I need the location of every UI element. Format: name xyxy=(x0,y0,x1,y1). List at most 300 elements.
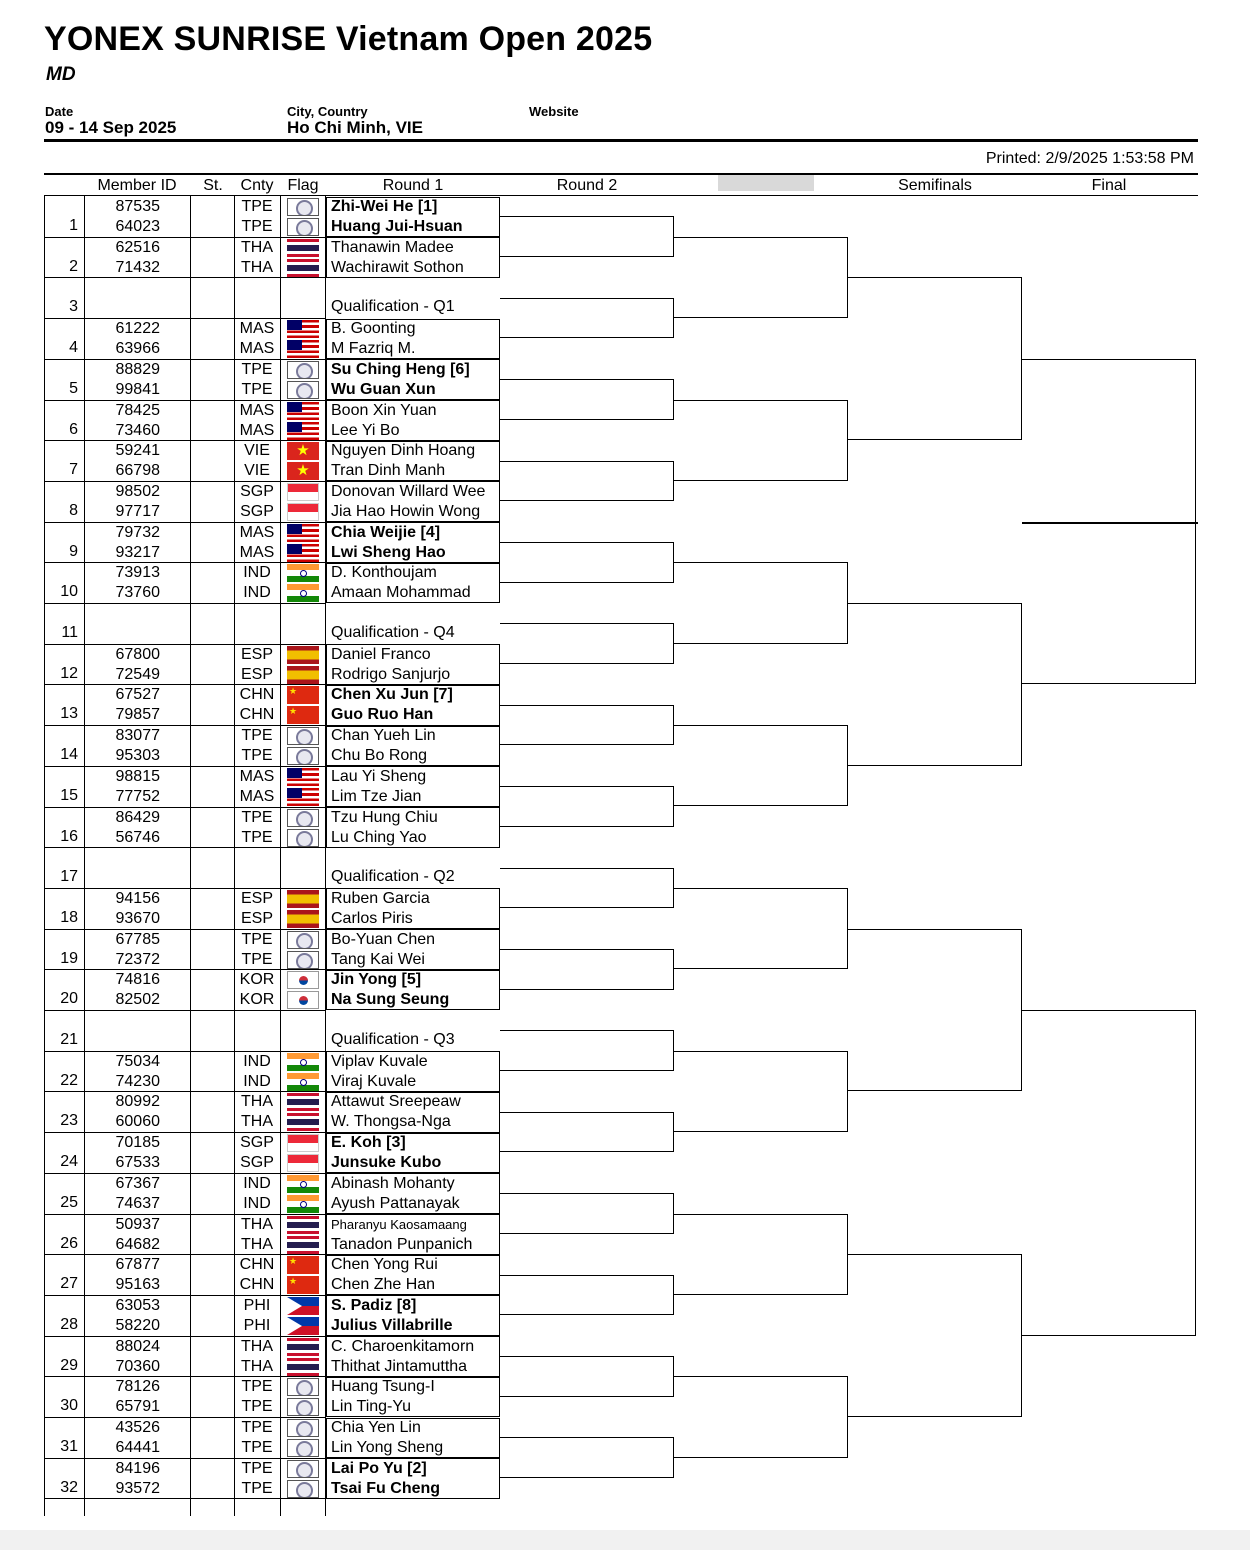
member-id: 93670 xyxy=(115,909,160,927)
bracket-connector xyxy=(500,949,674,990)
member-id: 98502 xyxy=(115,482,160,500)
member-id: 84196 xyxy=(115,1459,160,1477)
draw-position: 29 xyxy=(60,1356,78,1374)
member-id: 64441 xyxy=(115,1439,160,1456)
country-code: IND xyxy=(243,1052,271,1070)
country-code: ESP xyxy=(240,645,273,663)
country-code: ESP xyxy=(240,665,273,683)
flag-sgp-icon xyxy=(287,503,319,521)
player-name: Junsuke Kubo xyxy=(331,1154,442,1172)
flag-ind-icon xyxy=(287,584,319,602)
member-id: 71432 xyxy=(115,258,160,276)
flag-mas-icon xyxy=(287,768,319,786)
draw-position: 16 xyxy=(60,827,78,845)
flag-tha-icon xyxy=(287,1113,319,1131)
flag-sgp-icon xyxy=(287,1134,319,1152)
bracket-connector xyxy=(500,461,674,502)
draw-position: 32 xyxy=(60,1478,78,1496)
flag-ind-icon xyxy=(287,1175,319,1193)
draw-position: 10 xyxy=(60,583,78,601)
country-code: TPE xyxy=(241,828,273,846)
country-code: TPE xyxy=(241,360,273,378)
bracket-connector xyxy=(500,542,674,583)
member-id: 79732 xyxy=(115,523,160,541)
player-name: D. Konthoujam xyxy=(331,564,437,582)
player-name: Tran Dinh Manh xyxy=(331,462,446,480)
player-name: Tsai Fu Cheng xyxy=(331,1479,441,1497)
flag-phi-icon xyxy=(287,1317,319,1335)
country-code: TPE xyxy=(241,1439,273,1456)
flag-ind-icon xyxy=(287,1073,319,1091)
draw-position: 23 xyxy=(60,1112,78,1130)
draw-position: 3 xyxy=(69,298,78,316)
draw-position: 30 xyxy=(60,1397,78,1415)
player-name: Thanawin Madee xyxy=(331,238,454,256)
bracket-connector xyxy=(500,868,674,909)
member-id: 67533 xyxy=(115,1154,160,1172)
member-id: 67367 xyxy=(115,1174,160,1192)
country-code: MAS xyxy=(239,340,275,358)
bracket-connector xyxy=(500,1356,674,1397)
bracket-connector xyxy=(1022,1010,1196,1336)
country-code: TPE xyxy=(241,930,273,948)
bracket-connector xyxy=(500,1030,674,1071)
flag-tpe-icon xyxy=(287,381,319,399)
flag-chn-icon: ★ xyxy=(287,686,319,704)
draw-position: 1 xyxy=(69,217,78,234)
country-code: PHI xyxy=(243,1296,271,1314)
bracket-connector xyxy=(848,929,1022,1092)
player-name: Lee Yi Bo xyxy=(331,421,400,439)
flag-vie-icon: ★ xyxy=(287,442,319,460)
country-code: VIE xyxy=(244,442,270,460)
flag-tpe-icon xyxy=(287,1460,319,1478)
flag-tpe-icon xyxy=(287,198,319,216)
table-column-line xyxy=(190,196,191,1516)
player-name: Jia Hao Howin Wong xyxy=(331,502,481,520)
player-name: Wachirawit Sothon xyxy=(331,258,464,276)
flag-mas-icon xyxy=(287,402,319,420)
country-code: THA xyxy=(241,1235,273,1253)
tournament-title: YONEX SUNRISE Vietnam Open 2025 xyxy=(44,20,653,58)
player-name: Chen Zhe Han xyxy=(331,1276,436,1294)
player-name: Julius Villabrille xyxy=(331,1316,453,1334)
player-name: Thithat Jintamuttha xyxy=(331,1357,468,1375)
flag-tpe-icon xyxy=(287,1439,319,1457)
country-code: THA xyxy=(241,238,273,256)
member-id: 78126 xyxy=(115,1378,160,1396)
member-id: 63966 xyxy=(115,340,160,358)
redacted-column-header xyxy=(718,175,814,191)
player-name: Nguyen Dinh Hoang xyxy=(331,442,476,460)
player-name: Lin Ting-Yu xyxy=(331,1398,412,1416)
draw-position: 27 xyxy=(60,1275,78,1293)
flag-tpe-icon xyxy=(287,829,319,847)
player-name: Chen Xu Jun [7] xyxy=(331,686,453,704)
member-id: 88024 xyxy=(115,1337,160,1355)
bracket-connector xyxy=(674,237,848,318)
flag-tpe-icon xyxy=(287,747,319,765)
player-name: S. Padiz [8] xyxy=(331,1296,417,1314)
country-code: SGP xyxy=(240,1154,274,1172)
player-name: Huang Tsung-I xyxy=(331,1378,435,1396)
member-id: 98815 xyxy=(115,767,160,785)
member-id: 80992 xyxy=(115,1093,160,1111)
member-id: 74816 xyxy=(115,971,160,989)
flag-tpe-icon xyxy=(287,809,319,827)
columns-top-rule xyxy=(44,173,1198,175)
draw-position: 28 xyxy=(60,1315,78,1333)
col-round1: Round 1 xyxy=(382,177,444,194)
draw-position: 20 xyxy=(60,990,78,1008)
country-code: TPE xyxy=(241,218,273,235)
member-id: 59241 xyxy=(115,442,160,460)
player-name: Boon Xin Yuan xyxy=(331,401,437,419)
player-name: M Fazriq M. xyxy=(331,340,416,358)
flag-tha-icon xyxy=(287,1358,319,1376)
player-name: Wu Guan Xun xyxy=(331,380,436,398)
member-id: 74230 xyxy=(115,1072,160,1090)
country-code: TPE xyxy=(241,1398,273,1416)
bracket-connector xyxy=(674,1376,848,1457)
bracket-connector xyxy=(500,1437,674,1478)
country-code: TPE xyxy=(241,1479,273,1497)
printed-timestamp: Printed: 2/9/2025 1:53:58 PM xyxy=(985,150,1194,167)
col-member-id: Member ID xyxy=(97,177,177,194)
member-id: 43526 xyxy=(115,1419,160,1436)
country-code: ESP xyxy=(240,889,273,907)
draw-position: 6 xyxy=(69,420,78,438)
draw-position: 25 xyxy=(60,1193,78,1211)
member-id: 63053 xyxy=(115,1296,160,1314)
bracket-connector xyxy=(674,562,848,643)
flag-sgp-icon xyxy=(287,1154,319,1172)
country-code: ESP xyxy=(240,909,273,927)
member-id: 86429 xyxy=(115,808,160,826)
country-code: IND xyxy=(243,564,271,582)
country-code: TPE xyxy=(241,1419,273,1436)
player-name: Lin Yong Sheng xyxy=(331,1439,444,1456)
draw-position: 21 xyxy=(60,1031,78,1048)
flag-tpe-icon xyxy=(287,1378,319,1396)
flag-tpe-icon xyxy=(287,361,319,379)
country-code: TPE xyxy=(241,727,273,745)
flag-tpe-icon xyxy=(287,1480,319,1498)
country-code: THA xyxy=(241,1093,273,1111)
member-id: 73760 xyxy=(115,584,160,602)
draw-position: 24 xyxy=(60,1153,78,1171)
draw-position: 4 xyxy=(69,339,78,357)
columns-bottom-rule xyxy=(44,195,1198,196)
flag-tpe-icon xyxy=(287,951,319,969)
flag-phi-icon xyxy=(287,1297,319,1315)
flag-esp-icon xyxy=(287,666,319,684)
country-code: SGP xyxy=(240,482,274,500)
flag-ind-icon xyxy=(287,1053,319,1071)
flag-tpe-icon xyxy=(287,1398,319,1416)
country-code: MAS xyxy=(239,421,275,439)
player-name: Pharanyu Kaosamaang xyxy=(331,1216,467,1232)
flag-sgp-icon xyxy=(287,483,319,501)
draw-position: 15 xyxy=(60,786,78,804)
qualifier-slot: Qualification - Q2 xyxy=(331,868,455,886)
draw-position: 5 xyxy=(69,379,78,397)
draw-position: 7 xyxy=(69,461,78,479)
draw-position: 26 xyxy=(60,1234,78,1252)
flag-ind-icon xyxy=(287,564,319,582)
member-id: 67800 xyxy=(115,645,160,663)
member-id: 97717 xyxy=(115,502,160,520)
member-id: 79857 xyxy=(115,706,160,724)
member-id: 87535 xyxy=(115,198,160,215)
member-id: 65791 xyxy=(115,1398,160,1416)
final-line xyxy=(1022,522,1198,524)
member-id: 60060 xyxy=(115,1113,160,1131)
member-id: 93572 xyxy=(115,1479,160,1497)
member-id: 95303 xyxy=(115,747,160,765)
member-id: 56746 xyxy=(115,828,160,846)
player-name: Na Sung Seung xyxy=(331,991,450,1009)
member-id: 70185 xyxy=(115,1134,160,1152)
member-id: 64682 xyxy=(115,1235,160,1253)
member-id: 72372 xyxy=(115,950,160,968)
player-name: Jin Yong [5] xyxy=(331,971,422,989)
player-name: Chan Yueh Lin xyxy=(331,727,436,745)
country-code: THA xyxy=(241,1215,273,1233)
flag-tpe-icon xyxy=(287,727,319,745)
page-bottom-margin xyxy=(0,1530,1250,1550)
player-name: Chia Weijie [4] xyxy=(331,523,441,541)
draw-position: 14 xyxy=(60,746,78,764)
country-code: VIE xyxy=(244,462,270,480)
country-code: THA xyxy=(241,258,273,276)
member-id: 66798 xyxy=(115,462,160,480)
flag-tha-icon xyxy=(287,1093,319,1111)
draw-position: 22 xyxy=(60,1071,78,1089)
bracket-connector xyxy=(500,705,674,746)
player-name: Chen Yong Rui xyxy=(331,1256,438,1274)
bracket-connector xyxy=(500,1193,674,1234)
player-name: Rodrigo Sanjurjo xyxy=(331,665,451,683)
player-name: Ayush Pattanayak xyxy=(331,1194,460,1212)
country-code: THA xyxy=(241,1357,273,1375)
player-name: Carlos Piris xyxy=(331,909,413,927)
country-code: CHN xyxy=(239,686,275,704)
player-name: Bo-Yuan Chen xyxy=(331,930,436,948)
bracket-connector xyxy=(674,400,848,481)
flag-tha-icon xyxy=(287,259,319,277)
country-code: CHN xyxy=(239,706,275,724)
flag-esp-icon xyxy=(287,910,319,928)
country-code: MAS xyxy=(239,320,275,338)
draw-position: 18 xyxy=(60,908,78,926)
country-code: MAS xyxy=(239,543,275,561)
player-name: Viplav Kuvale xyxy=(331,1052,428,1070)
col-semifinals: Semifinals xyxy=(898,177,972,194)
member-id: 77752 xyxy=(115,787,160,805)
player-name: Chu Bo Rong xyxy=(331,747,428,765)
city-label: City, Country xyxy=(287,104,368,119)
player-name: Tzu Hung Chiu xyxy=(331,808,438,826)
draw-position: 9 xyxy=(69,542,78,560)
col-final: Final xyxy=(1091,177,1127,194)
member-id: 99841 xyxy=(115,380,160,398)
member-id: 61222 xyxy=(115,320,160,338)
country-code: KOR xyxy=(239,991,275,1009)
col-round2: Round 2 xyxy=(556,177,618,194)
country-code: IND xyxy=(243,1194,271,1212)
player-name: Zhi-Wei He [1] xyxy=(331,198,438,215)
flag-esp-icon xyxy=(287,890,319,908)
country-code: THA xyxy=(241,1337,273,1355)
player-name: E. Koh [3] xyxy=(331,1134,406,1152)
flag-tha-icon xyxy=(287,1338,319,1356)
player-name: Amaan Mohammad xyxy=(331,584,471,602)
member-id: 74637 xyxy=(115,1194,160,1212)
country-code: CHN xyxy=(239,1256,275,1274)
member-id: 95163 xyxy=(115,1276,160,1294)
flag-mas-icon xyxy=(287,422,319,440)
qualifier-slot: Qualification - Q1 xyxy=(331,298,455,316)
country-code: KOR xyxy=(239,971,275,989)
member-id: 62516 xyxy=(115,238,160,256)
player-name: Lwi Sheng Hao xyxy=(331,543,446,561)
flag-chn-icon: ★ xyxy=(287,1256,319,1274)
flag-tpe-icon xyxy=(287,1419,319,1437)
bracket-connector xyxy=(848,1254,1022,1417)
member-id: 82502 xyxy=(115,991,160,1009)
country-code: SGP xyxy=(240,1134,274,1152)
country-code: TPE xyxy=(241,950,273,968)
bracket-connector xyxy=(500,1275,674,1316)
player-name: Su Ching Heng [6] xyxy=(331,360,470,378)
member-id: 70360 xyxy=(115,1357,160,1375)
country-code: MAS xyxy=(239,767,275,785)
col-flag: Flag xyxy=(287,177,319,194)
country-code: TPE xyxy=(241,747,273,765)
member-id: 67527 xyxy=(115,686,160,704)
city-value: Ho Chi Minh, VIE xyxy=(287,118,423,137)
member-id: 67877 xyxy=(115,1256,160,1274)
bracket-connector xyxy=(848,603,1022,766)
player-name: Attawut Sreepeaw xyxy=(331,1093,461,1111)
player-name: Lau Yi Sheng xyxy=(331,767,427,785)
draw-position: 2 xyxy=(69,257,78,275)
member-id: 88829 xyxy=(115,360,160,378)
country-code: TPE xyxy=(241,1459,273,1477)
flag-tha-icon xyxy=(287,239,319,257)
bracket-connector xyxy=(500,379,674,420)
player-name: Viraj Kuvale xyxy=(331,1072,417,1090)
bracket-connector xyxy=(674,888,848,969)
player-name: Lu Ching Yao xyxy=(331,828,427,846)
country-code: MAS xyxy=(239,523,275,541)
date-label: Date xyxy=(45,104,74,119)
table-column-line xyxy=(234,196,235,1516)
player-name: Tanadon Punpanich xyxy=(331,1235,473,1253)
flag-chn-icon: ★ xyxy=(287,1276,319,1294)
player-name: Lim Tze Jian xyxy=(331,787,422,805)
country-code: SGP xyxy=(240,502,274,520)
flag-mas-icon xyxy=(287,788,319,806)
table-column-line xyxy=(280,196,281,1516)
player-name: Abinash Mohanty xyxy=(331,1174,455,1192)
member-id: 73460 xyxy=(115,421,160,439)
date-value: 09 - 14 Sep 2025 xyxy=(45,118,177,137)
country-code: IND xyxy=(243,1072,271,1090)
player-name: Tang Kai Wei xyxy=(331,950,425,968)
draw-position: 13 xyxy=(60,705,78,723)
member-id: 67785 xyxy=(115,930,160,948)
flag-ind-icon xyxy=(287,1195,319,1213)
player-name: W. Thongsa-Nga xyxy=(331,1113,451,1131)
flag-vie-icon: ★ xyxy=(287,462,319,480)
country-code: THA xyxy=(241,1113,273,1131)
flag-tpe-icon xyxy=(287,218,319,236)
bracket-connector xyxy=(500,298,674,339)
flag-kor-icon xyxy=(287,991,319,1009)
flag-esp-icon xyxy=(287,646,319,664)
member-id: 64023 xyxy=(115,218,160,235)
player-name: Lai Po Yu [2] xyxy=(331,1459,427,1477)
bracket-connector xyxy=(500,786,674,827)
player-name: Donovan Willard Wee xyxy=(331,482,486,500)
bracket-connector xyxy=(848,277,1022,440)
bracket-connector xyxy=(500,623,674,664)
country-code: IND xyxy=(243,584,271,602)
qualifier-slot: Qualification - Q3 xyxy=(331,1031,455,1048)
bracket-connector xyxy=(500,1112,674,1153)
player-name: Daniel Franco xyxy=(331,645,431,663)
bracket-connector xyxy=(674,1051,848,1132)
col-country: Cnty xyxy=(240,177,274,194)
country-code: MAS xyxy=(239,787,275,805)
member-id: 72549 xyxy=(115,665,160,683)
flag-tha-icon xyxy=(287,1216,319,1234)
website-label: Website xyxy=(529,104,579,119)
flag-kor-icon xyxy=(287,971,319,989)
flag-tha-icon xyxy=(287,1236,319,1254)
member-id: 50937 xyxy=(115,1215,160,1233)
draw-position: 11 xyxy=(61,624,78,641)
member-id: 73913 xyxy=(115,564,160,582)
country-code: TPE xyxy=(241,380,273,398)
qualifier-slot: Qualification - Q4 xyxy=(331,624,455,641)
country-code: TPE xyxy=(241,198,273,215)
member-id: 75034 xyxy=(115,1052,160,1070)
header-rule xyxy=(44,139,1198,142)
country-code: TPE xyxy=(241,808,273,826)
event-code: MD xyxy=(46,64,76,85)
member-id: 58220 xyxy=(115,1316,160,1334)
bracket-connector xyxy=(674,725,848,806)
draw-position: 17 xyxy=(60,868,78,886)
flag-mas-icon xyxy=(287,544,319,562)
draw-position: 8 xyxy=(69,501,78,519)
player-name: Chia Yen Lin xyxy=(331,1419,421,1436)
draw-position: 19 xyxy=(60,949,78,967)
country-code: CHN xyxy=(239,1276,275,1294)
country-code: IND xyxy=(243,1174,271,1192)
country-code: TPE xyxy=(241,1378,273,1396)
player-name: Huang Jui-Hsuan xyxy=(331,218,463,235)
member-id: 94156 xyxy=(115,889,160,907)
flag-chn-icon: ★ xyxy=(287,706,319,724)
col-status: St. xyxy=(203,177,223,194)
flag-tpe-icon xyxy=(287,931,319,949)
draw-position: 12 xyxy=(60,664,78,682)
member-id: 78425 xyxy=(115,401,160,419)
